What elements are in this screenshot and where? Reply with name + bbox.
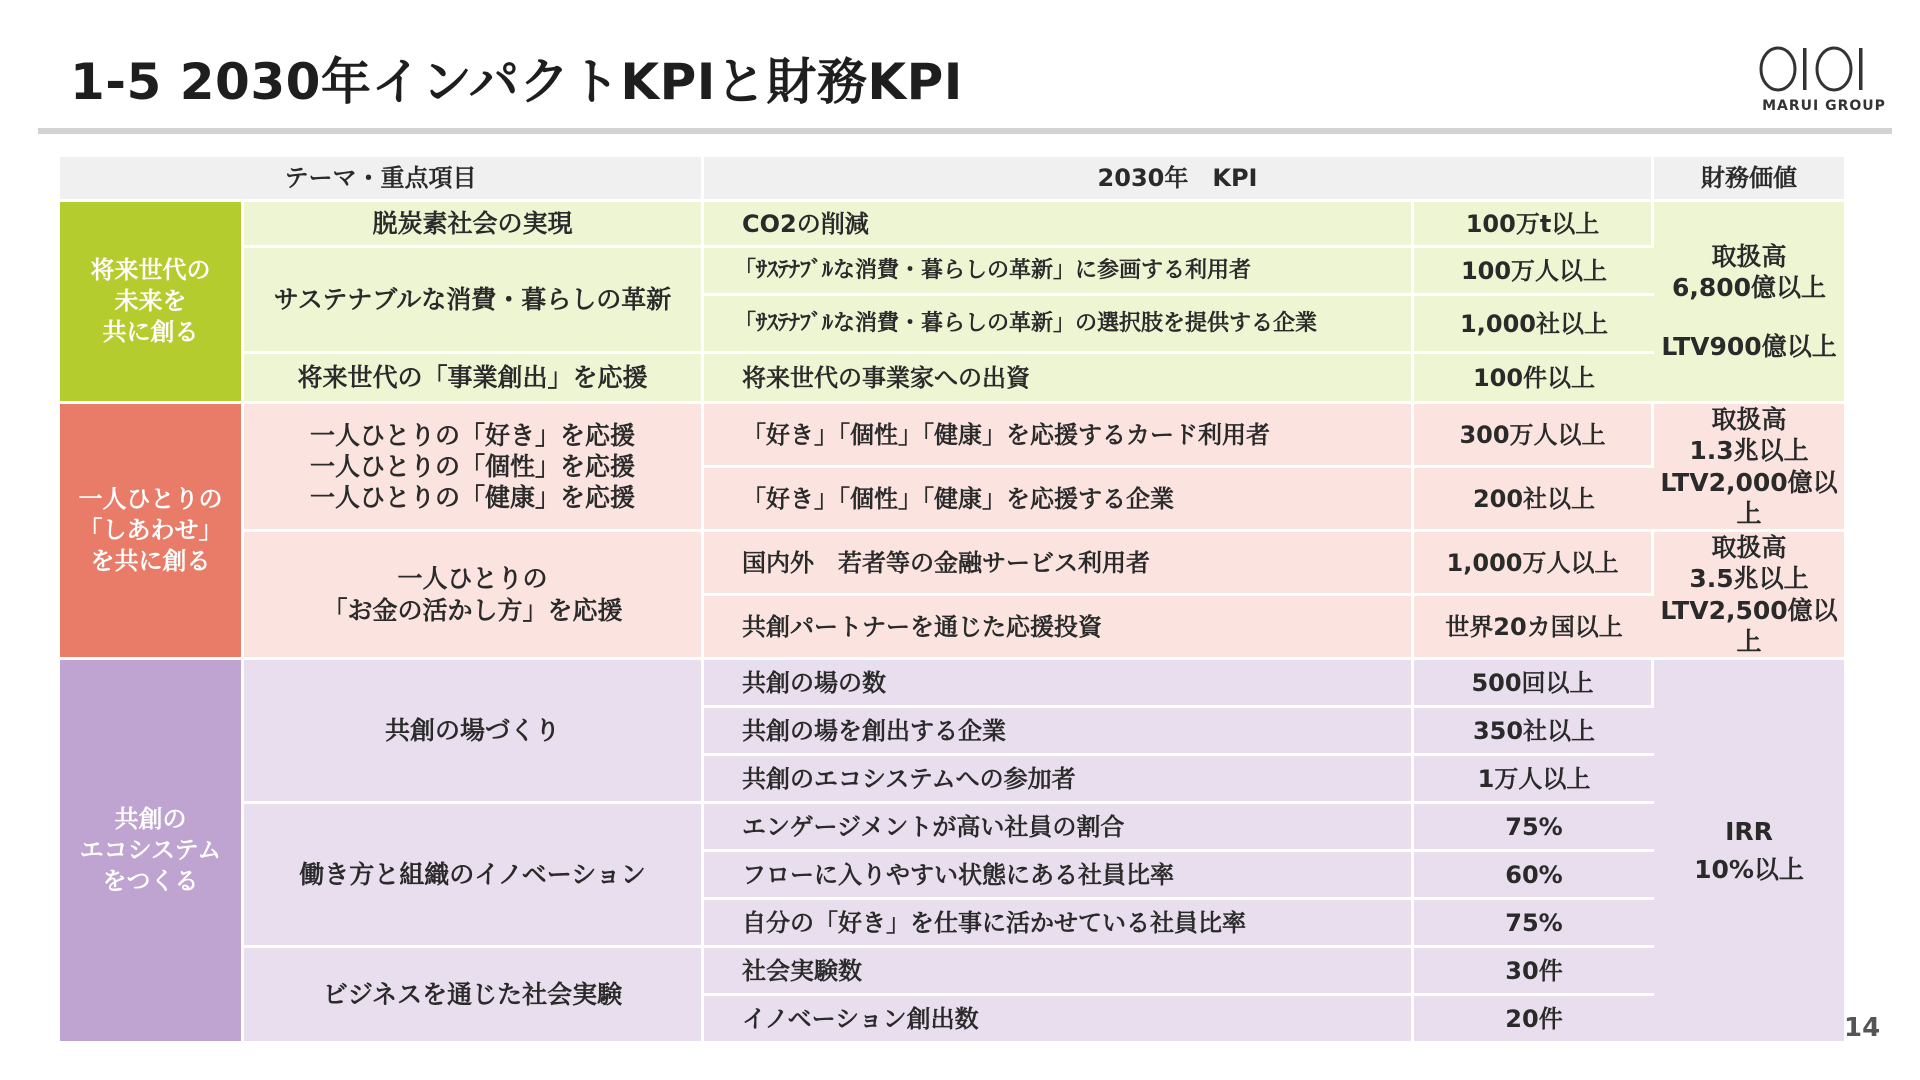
- kpi-label: 「ｻｽﾃﾅﾌﾞﾙな消費・暮らしの革新」の選択肢を提供する企業: [704, 296, 1414, 354]
- theme-line: 一人ひとりの: [78, 484, 223, 513]
- table-row: [60, 948, 1844, 996]
- financial-spacer: [1660, 303, 1838, 331]
- table-row: [60, 660, 1844, 708]
- kpi-label: 共創の場を創出する企業: [704, 708, 1414, 756]
- kpi-label: 「ｻｽﾃﾅﾌﾞﾙな消費・暮らしの革新」に参画する利用者: [704, 248, 1414, 296]
- financial-line: 取扱高: [1711, 241, 1787, 271]
- kpi-label: 国内外 若者等の金融サービス利用者: [704, 532, 1414, 596]
- focus-money-usage: [244, 532, 704, 660]
- kpi-value: 100万人以上: [1414, 248, 1654, 296]
- kpi-label: 「好き」「個性」「健康」を応援する企業: [704, 468, 1414, 532]
- focus-line: 「お金の活かし方」を応援: [322, 595, 623, 625]
- kpi-value: 30件: [1414, 948, 1654, 996]
- theme-line: をつくる: [102, 867, 199, 896]
- kpi-value: 200社以上: [1414, 468, 1654, 532]
- oioi-logo-icon: [1758, 44, 1890, 94]
- table-row: [60, 532, 1844, 596]
- kpi-label: エンゲージメントが高い社員の割合: [704, 804, 1414, 852]
- theme-happiness: [60, 404, 244, 660]
- theme-line: 「しあわせ」: [78, 515, 223, 544]
- header-theme: テーマ・重点項目: [60, 157, 704, 202]
- financial-line: 3.5兆以上: [1689, 564, 1809, 594]
- kpi-label: 「好き」「個性」「健康」を応援するカード利用者: [704, 404, 1414, 468]
- page-title: 1-5 2030年インパクトKPIと財務KPI: [70, 53, 963, 111]
- financial-line: 1.3兆以上: [1689, 436, 1809, 466]
- focus-line: 一人ひとりの「好き」を応援: [309, 420, 635, 450]
- theme-line: 共に創る: [102, 318, 199, 347]
- kpi-label: 自分の「好き」を仕事に活かせている社員比率: [704, 900, 1414, 948]
- page-number: 14: [1844, 1013, 1881, 1043]
- financial-line: 取扱高: [1711, 405, 1787, 434]
- financial-line: LTV900億以上: [1661, 332, 1837, 362]
- financial-value-section2b: [1654, 532, 1844, 660]
- focus-line: 一人ひとりの: [397, 564, 548, 594]
- marui-group-logo: [1758, 44, 1890, 118]
- table-row: [60, 202, 1844, 248]
- kpi-value: 1,000万人以上: [1414, 532, 1654, 596]
- focus-business-creation: 将来世代の「事業創出」を応援: [244, 354, 704, 404]
- kpi-value: 100万t以上: [1414, 202, 1654, 248]
- kpi-label: フローに入りやすい状態にある社員比率: [704, 852, 1414, 900]
- kpi-value: 75%: [1414, 900, 1654, 948]
- kpi-value: 300万人以上: [1414, 404, 1654, 468]
- financial-line: IRR: [1725, 817, 1773, 847]
- kpi-value: 1,000社以上: [1414, 296, 1654, 354]
- kpi-label: 社会実験数: [704, 948, 1414, 996]
- table-header-row: [60, 157, 1844, 202]
- kpi-label: 共創の場の数: [704, 660, 1414, 708]
- kpi-value: 1万人以上: [1414, 756, 1654, 804]
- kpi-label: イノベーション創出数: [704, 996, 1414, 1044]
- focus-decarbonization: 脱炭素社会の実現: [244, 202, 704, 248]
- kpi-value: 350社以上: [1414, 708, 1654, 756]
- focus-work-innovation: 働き方と組織のイノベーション: [244, 804, 704, 948]
- focus-social-experiment: ビジネスを通じた社会実験: [244, 948, 704, 1044]
- theme-future-generations: [60, 202, 244, 404]
- focus-sustainable-consumption: サステナブルな消費・暮らしの革新: [244, 248, 704, 354]
- financial-value-section3: [1654, 660, 1844, 1044]
- kpi-label: 共創パートナーを通じた応援投資: [704, 596, 1414, 660]
- kpi-value: 世界20カ国以上: [1414, 596, 1654, 660]
- table-row: [60, 804, 1844, 852]
- table-row: [60, 248, 1844, 296]
- theme-line: エコシステム: [79, 835, 222, 864]
- focus-line: 一人ひとりの「健康」を応援: [309, 483, 635, 513]
- theme-line: 共創の: [114, 804, 187, 833]
- theme-line: 未来を: [114, 286, 187, 315]
- financial-value-section2a: [1654, 404, 1844, 532]
- theme-line: 将来世代の: [90, 255, 211, 284]
- financial-line: 10%以上: [1694, 854, 1804, 884]
- kpi-value: 500回以上: [1414, 660, 1654, 708]
- kpi-value: 100件以上: [1414, 354, 1654, 404]
- theme-line: を共に創る: [90, 547, 211, 576]
- financial-line: LTV2,000億以上: [1660, 467, 1838, 528]
- financial-value-section1: [1654, 202, 1844, 404]
- logo-text: MARUI GROUP: [1762, 98, 1886, 114]
- kpi-label: CO2の削減: [704, 202, 1414, 248]
- kpi-label: 将来世代の事業家への出資: [704, 354, 1414, 404]
- kpi-value: 20件: [1414, 996, 1654, 1044]
- header-kpi: 2030年 KPI: [704, 157, 1654, 202]
- financial-line: LTV2,500億以上: [1660, 595, 1838, 656]
- kpi-value: 60%: [1414, 852, 1654, 900]
- header-financial: 財務価値: [1654, 157, 1844, 202]
- kpi-table: [60, 157, 1844, 1044]
- focus-line: 一人ひとりの「個性」を応援: [309, 451, 635, 481]
- table-row: [60, 404, 1844, 468]
- focus-support-individuals: [244, 404, 704, 532]
- theme-ecosystem: [60, 660, 244, 1044]
- focus-co-creation-space: 共創の場づくり: [244, 660, 704, 804]
- financial-line: 6,800億以上: [1671, 272, 1827, 302]
- title-divider: [38, 128, 1892, 134]
- kpi-value: 75%: [1414, 804, 1654, 852]
- kpi-label: 共創のエコシステムへの参加者: [704, 756, 1414, 804]
- table-row: [60, 354, 1844, 404]
- financial-line: 取扱高: [1711, 533, 1787, 562]
